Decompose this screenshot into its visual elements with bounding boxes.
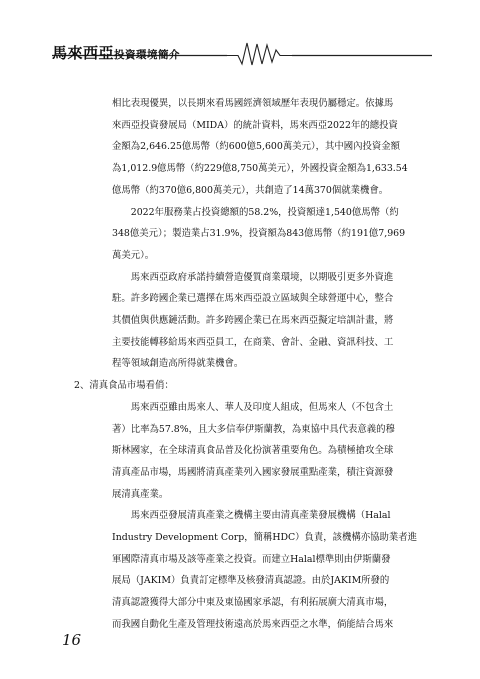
text-line: 程等領域創造高所得就業機會。	[112, 358, 244, 370]
text-line: 清真認證獲得大部分中東及東協國家承認，有利拓展廣大清真市場，	[112, 597, 394, 609]
header-title-sub: 投資環境簡介	[114, 49, 181, 61]
paragraph-muslim-population	[112, 397, 420, 506]
text-line: 馬來西亞發展清真產業之機構主要由清真產業發展機構（Halal	[112, 510, 391, 522]
paragraph-service-industry	[112, 202, 420, 267]
header-title-main: 馬來西亞	[52, 44, 115, 62]
main-content	[74, 93, 420, 636]
header-title	[52, 42, 180, 63]
text-line: 馬來西亞政府承諾持續營造優質商業環境，以期吸引更多外資進	[112, 271, 394, 283]
paragraph-business-environment	[112, 267, 420, 376]
item-heading-text: 2、清真食品市場看俏：	[74, 380, 174, 392]
text-line: 金額為2,646.25億馬幣（約600億5,600萬美元），其中國內投資金額	[112, 141, 401, 153]
running-header	[52, 38, 432, 68]
text-line: Industry Development Corp，簡稱HDC）負責，該機構亦協助業者進	[112, 532, 418, 544]
text-line: 主要技能轉移給馬來西亞員工，在商業、會計、金融、資訊科技、工	[112, 336, 394, 348]
item-heading-halal-market	[74, 375, 420, 397]
text-line: 萬美元）。	[112, 249, 155, 261]
text-line: 為1,012.9億馬幣（約229億8,750萬美元），外國投資金額為1,633.54	[112, 163, 408, 175]
text-line: 2022年服務業占投資總額的58.2%，投資額達1,540億馬幣（約	[112, 206, 399, 218]
text-line: 展清真產業。	[112, 488, 169, 500]
text-line: 348億美元）；製造業占31.9%，投資額為843億馬幣（約191億7,969	[112, 228, 406, 240]
text-line: 其價值與供應鏈活動。許多跨國企業已在馬來西亞擬定培訓計畫，將	[112, 315, 394, 327]
paragraph-halal-institutions	[112, 505, 420, 635]
page-number: 16	[62, 631, 82, 649]
text-line: 駐。許多跨國企業已選擇在馬來西亞設立區域與全球營運中心，整合	[112, 293, 394, 305]
text-line: 億馬幣（約370億6,800萬美元），共創造了14萬370個就業機會。	[112, 184, 389, 196]
text-line: 清真產品市場，馬國將清真產業列入國家發展重點產業，積注資源發	[112, 466, 394, 478]
text-line: 軍國際清真市場及該等產業之投資。而建立Halal標準則由伊斯蘭發	[112, 553, 391, 565]
text-line: 斯林國家，在全球清真食品普及化扮演著重要角色。為積極搶攻全球	[112, 445, 394, 457]
text-line: 相比表現優異，以長期來看馬國經濟領域歷年表現仍屬穩定。依據馬	[112, 98, 394, 109]
text-line: 著）比率為57.8%，且大多信奉伊斯蘭教，為東協中具代表意義的穆	[112, 423, 395, 435]
text-line: 展局（JAKIM）負責訂定標準及核發清真認證。由於JAKIM所發的	[112, 575, 390, 587]
text-line: 而我國自動化生產及管理技術遠高於馬來西亞之水準，倘能結合馬來	[112, 618, 394, 630]
text-line: 馬來西亞雖由馬來人、華人及印度人組成，但馬來人（不包含土	[112, 401, 394, 413]
paragraph-investment-overview	[112, 93, 420, 202]
text-line: 來西亞投資發展局（MIDA）的統計資料，馬來西亞2022年的總投資	[112, 119, 398, 131]
